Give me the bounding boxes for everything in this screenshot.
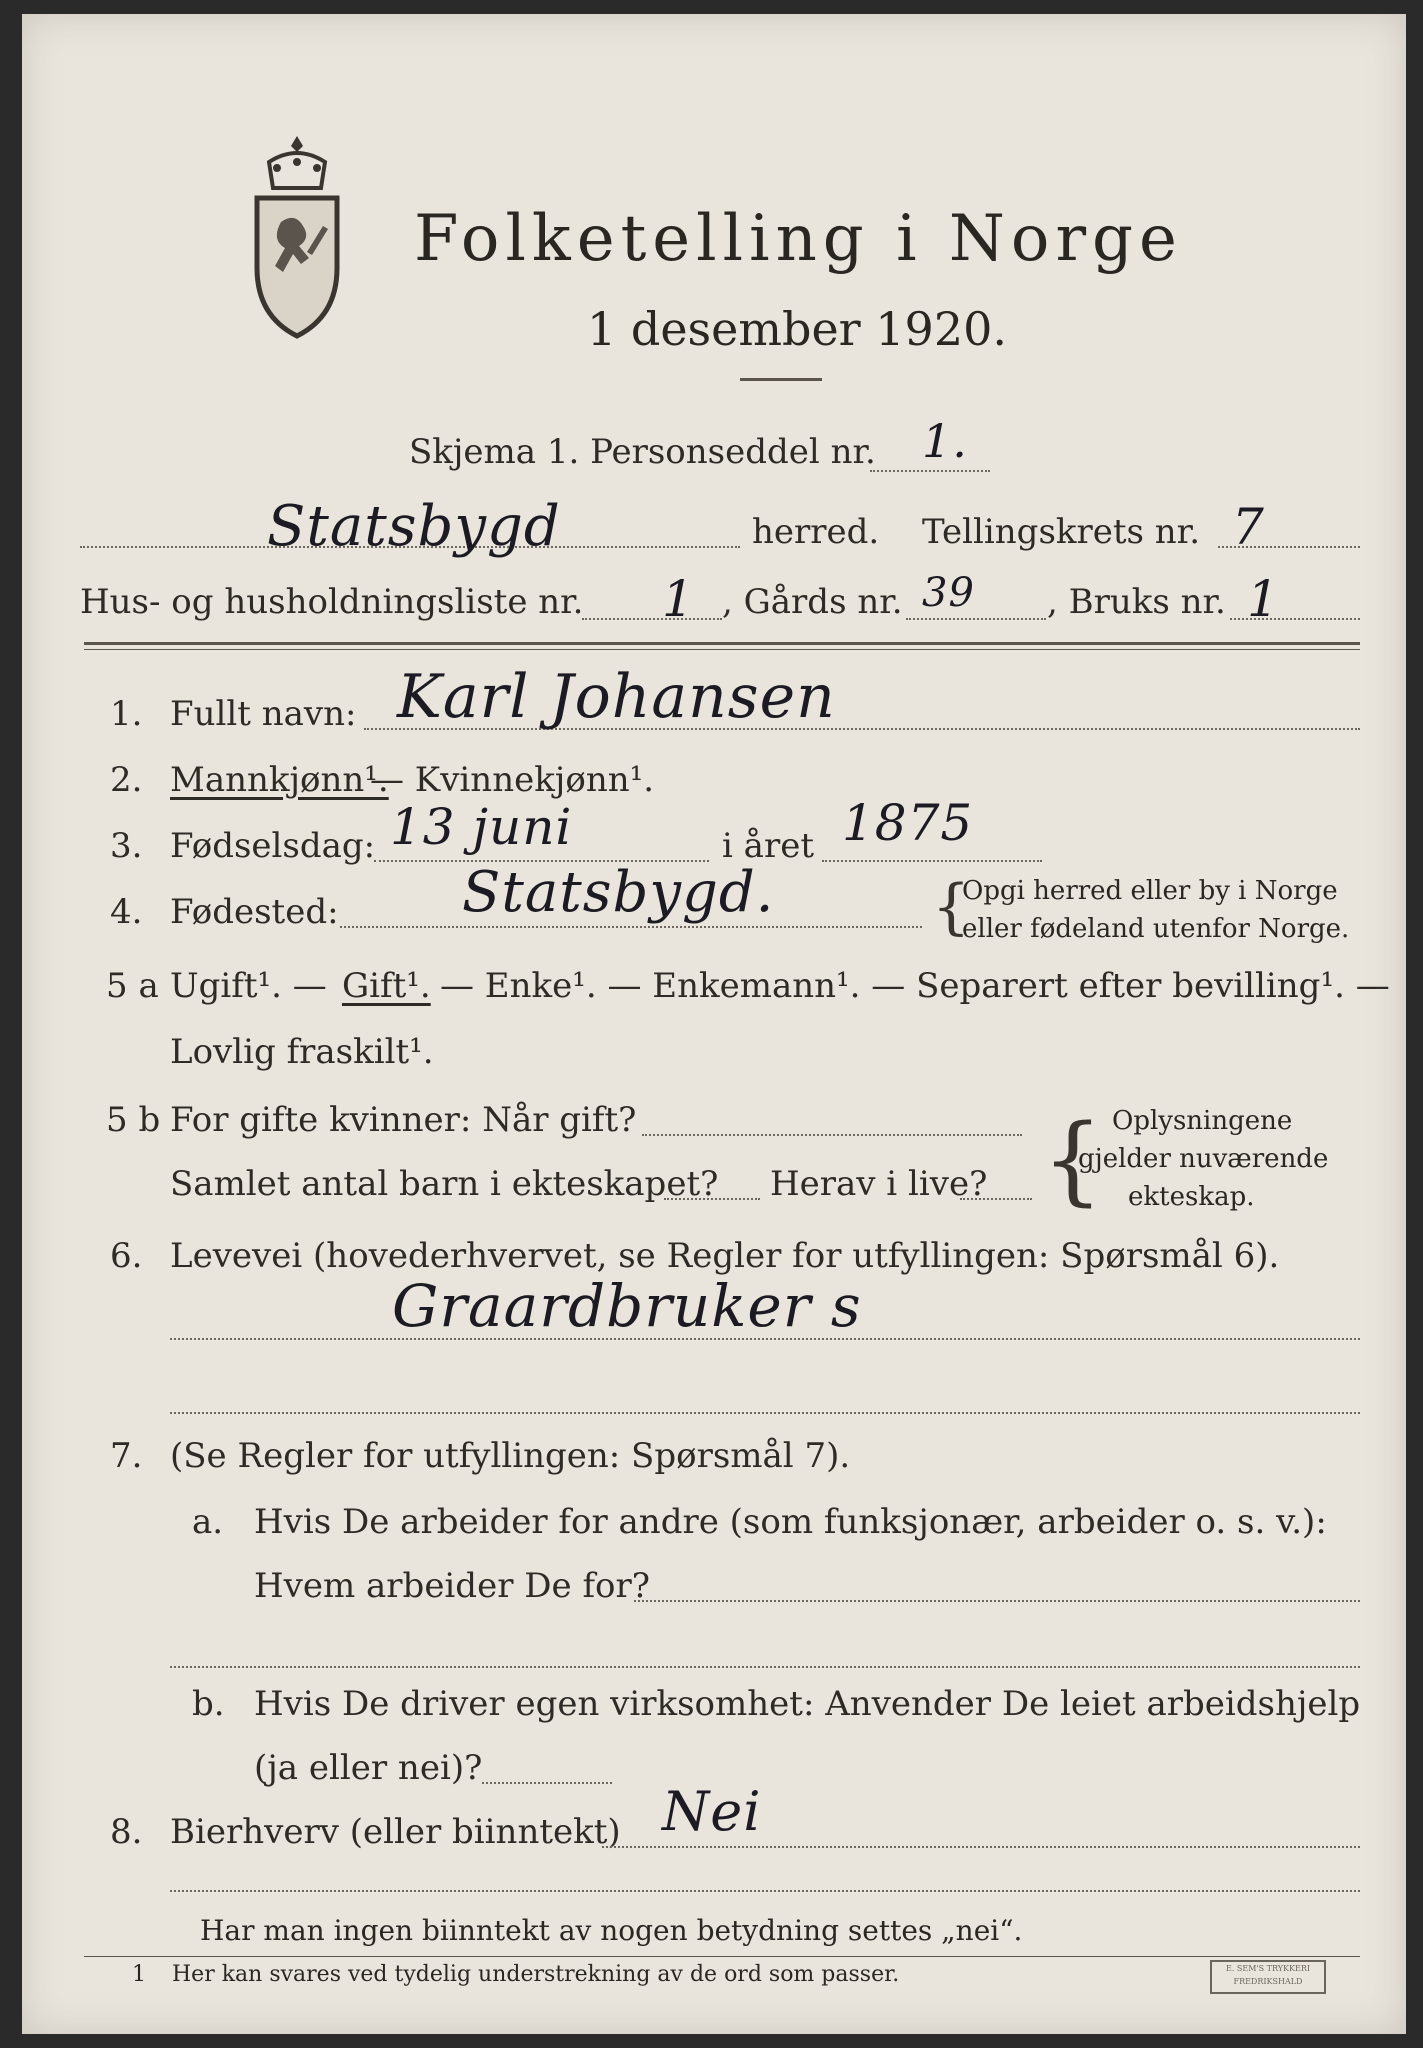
tellingskrets-value: 7 [1232,498,1265,556]
q4-field-line [340,926,922,928]
q6-label: Levevei (hovederhvervet, se Regler for utfyllingen: Spørsmål 6). [170,1236,1280,1276]
husholdningsliste-value: 1 [662,570,695,628]
q7a-letter: a. [192,1502,224,1542]
census-form-sheet [22,14,1406,2034]
tellingskrets-label: Tellingskrets nr. [922,512,1201,552]
printer-stamp-line2: FREDRIKSHALD [1233,1977,1303,1986]
coat-of-arms-icon [247,132,347,342]
husholdningsliste-label: Hus- og husholdningsliste nr. [80,582,584,622]
q7b-label: Hvis De driver egen virksomhet: Anvender De leiet arbeidshjelp [254,1684,1361,1724]
gards-label: , Gårds nr. [722,582,903,622]
q8-field-line [602,1846,1360,1848]
q4-note-line2: eller fødeland utenfor Norge. [962,914,1350,944]
q5a-other-options: — Enke¹. — Enkemann¹. — Separert efter bevilling¹. — [440,966,1390,1006]
q5a-divorced-option: Lovlig fraskilt¹. [170,1032,434,1072]
footnote-text: Her kan svares ved tydelig understrekning av de ord som passer. [172,1962,900,1987]
personseddel-value: 1. [922,414,968,468]
biinntekt-note: Har man ingen biinntekt av nogen betydning settes „nei“. [200,1914,1023,1947]
personseddel-field-line [870,470,990,472]
section-divider [84,642,1360,645]
q5b-note-line2: gjelder nuværende [1078,1144,1329,1174]
q3-year-field-line [822,860,1042,862]
q7-number: 7. [110,1436,143,1476]
printer-stamp [1210,1960,1326,1994]
q6-number: 6. [110,1236,143,1276]
bruks-value: 1 [1247,570,1280,628]
herred-label: herred. [752,512,880,552]
q4-number: 4. [110,892,143,932]
q3-label: Fødselsdag: [170,826,376,866]
q3-day-value: 13 juni [390,798,573,856]
q8-number: 8. [110,1812,143,1852]
gards-field-line [906,618,1046,620]
q7b-yes-no-label: (ja eller nei)? [254,1748,483,1788]
q7a-label: Hvis De arbeider for andre (som funksjonær, arbeider o. s. v.): [254,1502,1327,1542]
q7b-yes-no-field-line [482,1782,612,1784]
q7a-extra-field-line [170,1666,1360,1668]
q8-extra-field-line [170,1890,1360,1892]
q7-label: (Se Regler for utfyllingen: Spørsmål 7). [170,1436,851,1476]
q5b-alive-field-line [960,1198,1032,1200]
q1-label: Fullt navn: [170,694,357,734]
q5b-when-field-line [642,1134,1022,1136]
q5a-married-option: Gift¹. [342,966,431,1006]
q1-number: 1. [110,694,143,734]
herred-value: Statsbygd [267,494,561,559]
husholdningsliste-field-line [582,618,722,620]
section-divider-thin [84,649,1360,650]
q5b-note-brace: { [1042,1104,1104,1216]
q7a-employer-label: Hvem arbeider De for? [254,1566,650,1606]
title-divider [740,378,822,381]
census-date: 1 desember 1920. [587,302,1007,356]
q6-field-line-2 [170,1412,1360,1414]
q2-male-option: Mannkjønn¹. [170,760,389,800]
q5b-label: For gifte kvinner: Når gift? [170,1100,637,1140]
footnote-divider [84,1956,1360,1957]
q4-note-brace: { [932,872,971,942]
q4-value: Statsbygd. [462,860,775,925]
q4-label: Fødested: [170,892,339,932]
q5b-children-field-line [664,1198,760,1200]
q6-value: Graardbruker s [392,1272,862,1340]
q3-number: 3. [110,826,143,866]
q4-note-line1: Opgi herred eller by i Norge [962,876,1338,906]
q5b-note-line3: ekteskap. [1128,1182,1255,1212]
q5a-number: 5 a [106,966,159,1006]
q7a-employer-field-line [634,1600,1360,1602]
q3-year-label: i året [722,826,814,866]
q5a-unmarried-option: Ugift¹. — [170,966,327,1006]
q8-value: Nei [662,1780,762,1843]
footnote-marker: 1 [132,1962,146,1987]
q5b-number: 5 b [106,1100,161,1140]
bruks-label: , Bruks nr. [1047,582,1226,622]
q2-female-option: — Kvinnekjønn¹. [370,760,655,800]
printer-stamp-line1: E. SEM'S TRYKKERI [1225,1964,1311,1973]
q2-number: 2. [110,760,143,800]
q1-value: Karl Johansen [397,662,836,732]
schema-label: Skjema 1. Personseddel nr. [409,432,876,472]
q7b-letter: b. [192,1684,225,1724]
gards-value: 39 [922,570,975,616]
q3-year-value: 1875 [842,794,974,852]
q5b-children-label: Samlet antal barn i ekteskapet? [170,1164,719,1204]
q5b-note-line1: Oplysningene [1112,1106,1293,1136]
q8-label: Bierhverv (eller biinntekt) [170,1812,621,1852]
form-title: Folketelling i Norge [414,202,1183,276]
q5b-alive-label: Herav i live? [770,1164,988,1204]
